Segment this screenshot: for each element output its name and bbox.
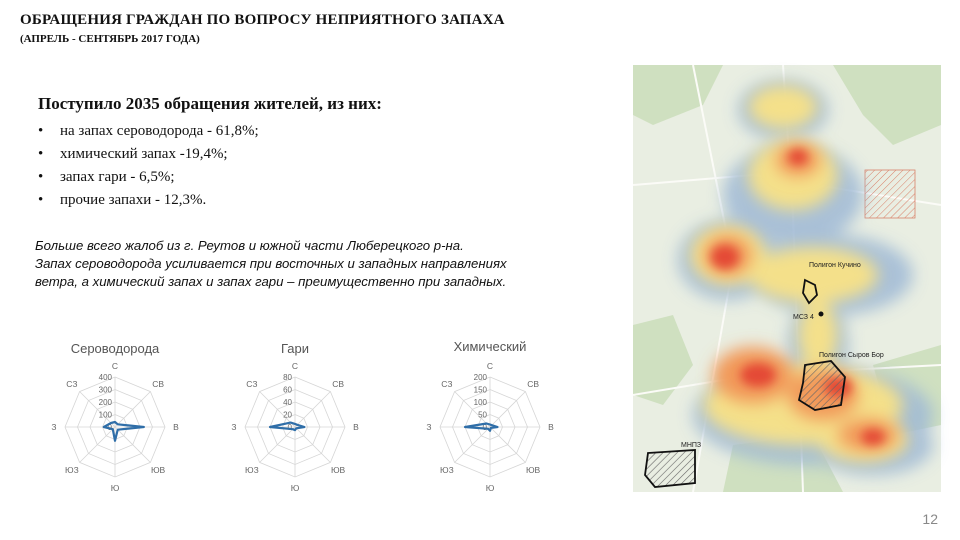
radar-title: Гари	[280, 341, 310, 356]
note-line: Запах сероводорода усиливается при восточных и западных направлениях	[35, 256, 507, 271]
radar-direction-label: Ю	[110, 483, 120, 493]
radar-tick-label: 50	[478, 410, 487, 420]
radar-direction-label: Ю	[485, 483, 495, 493]
radar-svg	[410, 336, 570, 493]
radar-svg	[215, 336, 375, 493]
radar-direction-label: З	[51, 422, 57, 432]
radar-direction-label: СЗ	[66, 378, 78, 389]
list-item: • прочие запахи - 12,3%.	[38, 189, 259, 212]
radar-tick-label: 150	[473, 385, 487, 395]
note-line: ветра, а химический запах и запах гари – преимущественно при западных.	[35, 274, 507, 289]
radar-chart-chemical	[410, 336, 570, 493]
radar-direction-label: Ю	[290, 483, 300, 493]
radar-tick-label: 20	[283, 410, 292, 420]
syrov-bor-landfill-outline	[799, 361, 845, 410]
radar-tick-label: 80	[283, 373, 292, 382]
map-label: МСЗ 4	[793, 314, 814, 321]
radar-direction-label: ЮВ	[150, 465, 166, 476]
radar-title: Химический	[453, 339, 527, 354]
radar-chart-smoke	[215, 336, 375, 493]
radar-direction-label: СЗ	[246, 378, 258, 389]
radar-direction-label: З	[426, 422, 432, 432]
map-label: Полигон Сыров Бор	[819, 352, 884, 359]
radar-direction-label: СВ	[332, 378, 345, 389]
radar-tick-label: 0	[287, 423, 292, 432]
radar-direction-label: В	[548, 422, 554, 432]
map-label: Полигон Кучино	[809, 262, 861, 269]
radar-direction-label: СЗ	[441, 378, 453, 389]
radar-direction-label: СВ	[152, 378, 165, 389]
slide-subtitle: (АПРЕЛЬ - СЕНТЯБРЬ 2017 ГОДА)	[20, 33, 200, 45]
radar-tick-label: 100	[473, 398, 487, 407]
analysis-note	[35, 237, 625, 291]
radar-tick-label: 0	[107, 423, 112, 432]
radar-direction-label: СВ	[527, 378, 540, 389]
radar-tick-label: 0	[482, 423, 487, 432]
list-item: • запах гари - 6,5%;	[38, 166, 259, 189]
radar-direction-label: В	[173, 422, 179, 432]
radar-direction-label: З	[231, 422, 237, 432]
msz4-marker	[819, 312, 824, 317]
map-label: МНПЗ	[681, 442, 702, 449]
radar-tick-label: 200	[98, 398, 112, 407]
radar-chart-hydrogen-sulfide	[35, 336, 195, 493]
radar-tick-label: 40	[283, 398, 292, 407]
radar-tick-label: 400	[98, 373, 112, 382]
radar-direction-label: С	[111, 361, 119, 371]
radar-title: Сероводорода	[70, 341, 160, 356]
odor-heatmap[interactable]	[633, 65, 941, 492]
slide-title: ОБРАЩЕНИЯ ГРАЖДАН ПО ВОПРОСУ НЕПРИЯТНОГО ЗАПАХА	[20, 12, 505, 28]
note-line: Больше всего жалоб из г. Реутов и южной части Люберецкого р-на.	[35, 238, 464, 253]
radar-direction-label: С	[486, 361, 494, 371]
complaints-headline: Поступило 2035 обращения жителей, из них:	[38, 94, 382, 113]
page-number: 12	[922, 511, 938, 527]
refinery-outline	[645, 450, 695, 487]
heatmap-svg	[633, 65, 941, 492]
industrial-zone	[865, 170, 915, 218]
radar-direction-label: ЮВ	[330, 465, 346, 476]
radar-direction-label: ЮВ	[525, 465, 541, 476]
list-item: • химический запах -19,4%;	[38, 143, 259, 166]
radar-tick-label: 100	[98, 410, 112, 420]
radar-direction-label: ЮЗ	[245, 465, 259, 476]
radar-tick-label: 60	[283, 385, 292, 395]
radar-direction-label: В	[353, 422, 359, 432]
radar-direction-label: С	[291, 361, 299, 371]
radar-tick-label: 200	[473, 373, 487, 382]
radar-svg	[35, 336, 195, 493]
radar-direction-label: ЮЗ	[440, 465, 454, 476]
odor-breakdown-list	[38, 120, 259, 212]
radar-direction-label: ЮЗ	[65, 465, 79, 476]
list-item: • на запах сероводорода - 61,8%;	[38, 120, 259, 143]
radar-tick-label: 300	[98, 385, 112, 395]
